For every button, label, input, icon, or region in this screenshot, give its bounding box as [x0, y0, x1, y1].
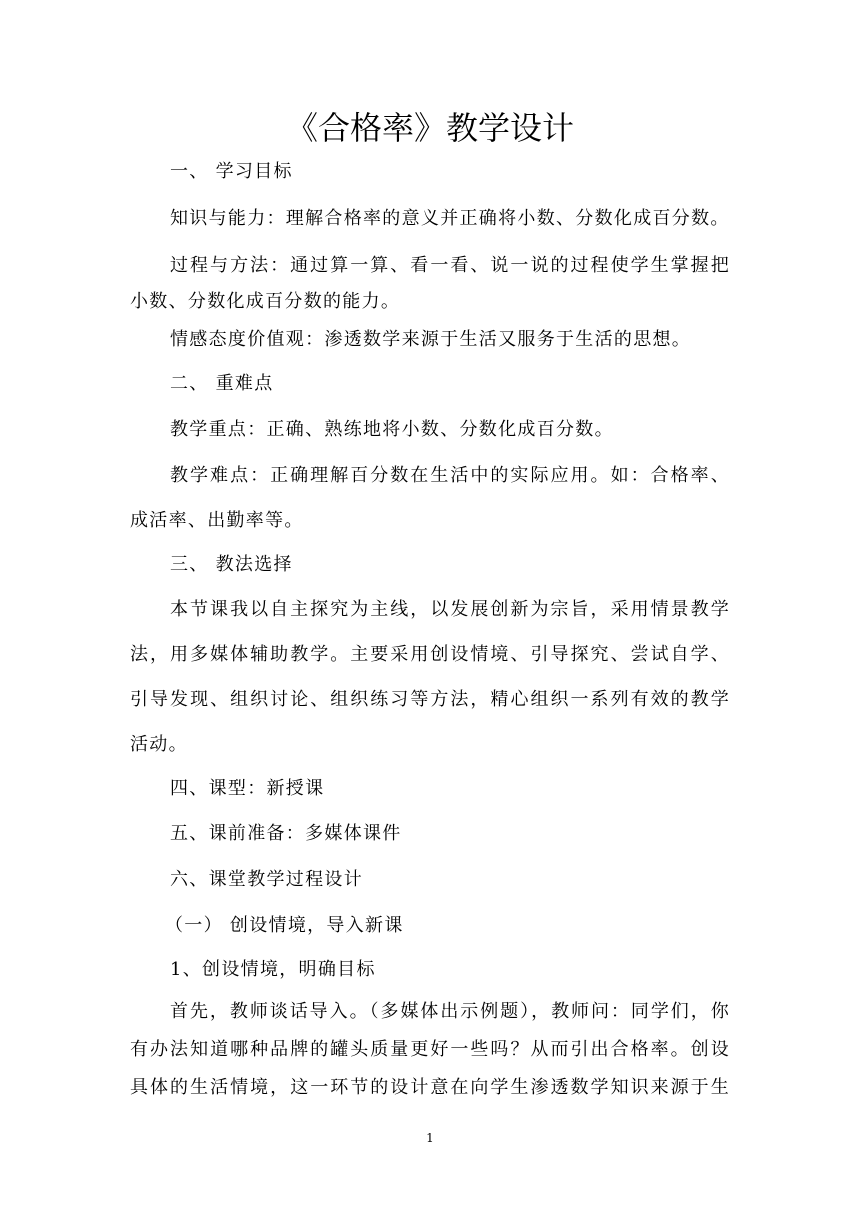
section-heading-method: 三、 教法选择: [170, 554, 293, 575]
subsection-heading: （一） 创设情境，导入新课: [165, 915, 404, 936]
paragraph-line: 教学难点：正确理解百分数在生活中的实际应用。如：合格率、: [170, 465, 730, 486]
paragraph-line: 法，用多媒体辅助教学。主要采用创设情境、引导探究、尝试自学、: [130, 644, 730, 665]
paragraph-line: 教学重点：正确、熟练地将小数、分数化成百分数。: [170, 419, 614, 440]
paragraph-line: 引导发现、组织讨论、组织练习等方法，精心组织一系列有效的教学: [130, 689, 730, 710]
section-heading-preparation: 五、课前准备：多媒体课件: [170, 823, 402, 844]
page-number: 1: [426, 1131, 434, 1145]
subsection-heading: 1、创设情境，明确目标: [170, 959, 376, 980]
paragraph-line: 具体的生活情境，这一环节的设计意在向学生渗透数学知识来源于生: [130, 1077, 730, 1098]
paragraph-line: 活动。: [130, 734, 188, 755]
paragraph-line: 本节课我以自主探究为主线，以发展创新为宗旨，采用情景教学: [170, 599, 730, 620]
paragraph-line: 小数、分数化成百分数的能力。: [130, 291, 401, 312]
section-heading-lesson-type: 四、课型：新授课: [170, 778, 325, 799]
paragraph-line: 有办法知道哪种品牌的罐头质量更好一些吗？从而引出合格率。创设: [130, 1039, 730, 1060]
paragraph-line: 过程与方法：通过算一算、看一看、说一说的过程使学生掌握把: [170, 255, 730, 276]
section-heading-key-points: 二、 重难点: [170, 373, 274, 394]
paragraph-line: 首先，教师谈话导入。（多媒体出示例题），教师问：同学们，你: [170, 1001, 730, 1022]
paragraph-line: 成活率、出勤率等。: [130, 510, 304, 531]
paragraph-line: 情感态度价值观：渗透数学来源于生活又服务于生活的思想。: [170, 329, 692, 350]
section-heading-process: 六、课堂教学过程设计: [170, 869, 363, 890]
section-heading-objectives: 一、 学习目标: [170, 161, 293, 182]
document-title: 《合格率》教学设计: [285, 109, 574, 147]
paragraph-line: 知识与能力：理解合格率的意义并正确将小数、分数化成百分数。: [170, 208, 730, 229]
